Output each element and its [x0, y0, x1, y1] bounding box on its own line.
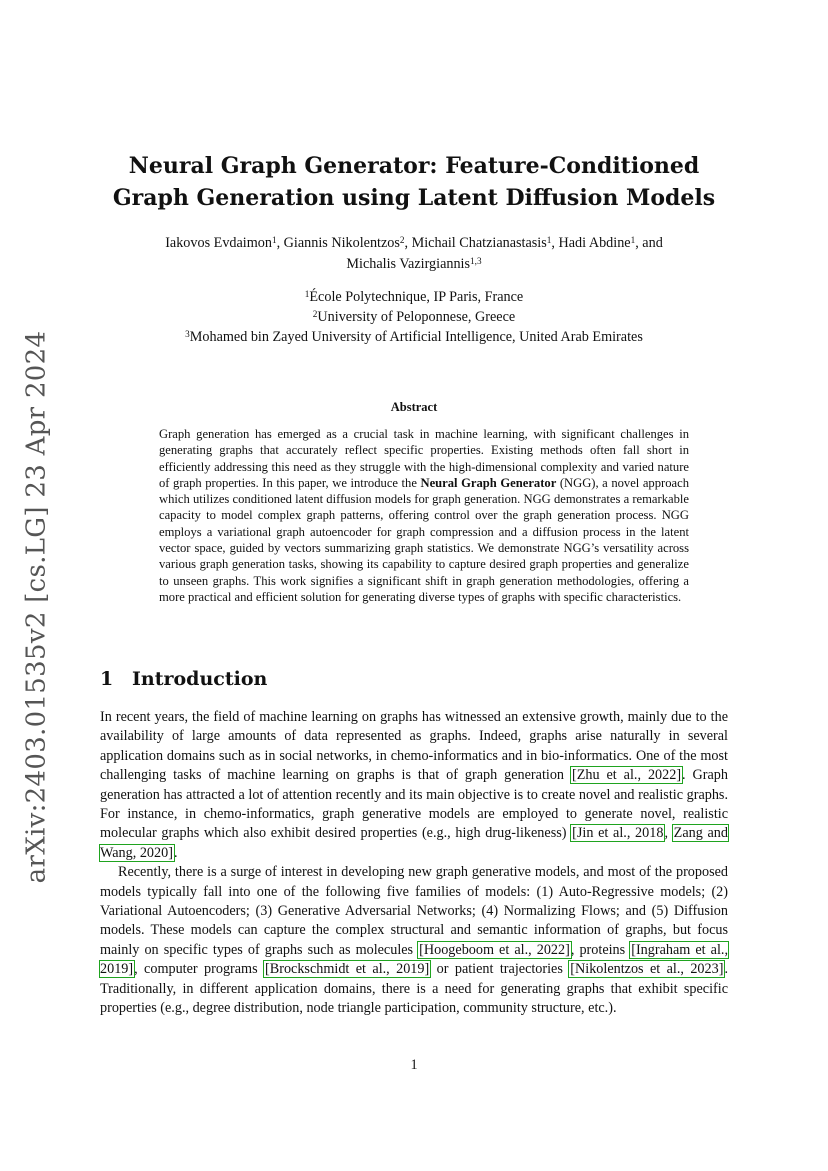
author-name: Michail Chatzianastasis: [411, 235, 547, 251]
affiliation-mark: 1: [304, 288, 310, 299]
abstract-body: [159, 426, 689, 605]
arxiv-identifier[interactable]: arXiv:2403.01535v2 [cs.LG] 23 Apr 2024: [21, 330, 52, 884]
citation-link[interactable]: Zang and Wang, 2020]: [100, 825, 728, 861]
citation-link[interactable]: [Nikolentzos et al., 2023]: [570, 961, 724, 978]
paper-title: [100, 150, 728, 214]
paragraph: [100, 708, 728, 863]
affiliation-text: University of Peloponnese, Greece: [317, 309, 516, 325]
affiliation: [100, 287, 728, 307]
paragraph-text: . Traditionally, in different application domains, there is a need for generating graphs that exhibit specific properties (e.g., degree distribution, node triangle participation, community structure, etc.).: [100, 961, 728, 1017]
paragraph-text: or patient trajectories: [430, 961, 570, 978]
abstract-heading: Abstract: [390, 400, 438, 414]
affiliation: [100, 327, 728, 347]
author-name: Hadi Abdine: [558, 235, 631, 251]
title-line-2: Graph Generation using Latent Diffusion Models: [112, 185, 716, 211]
author-name: Michalis Vazirgiannis: [346, 256, 471, 272]
page-number: 1: [410, 1057, 418, 1073]
section-title: Introduction: [132, 668, 268, 690]
paragraph: [100, 863, 728, 1018]
title-line-1: Neural Graph Generator: Feature-Conditioned: [128, 153, 700, 179]
arxiv-identifier-sidebar: [18, 330, 54, 884]
affiliation-mark: 3: [185, 328, 190, 339]
paragraph-text: In recent years, the field of machine learning on graphs has witnessed an extensive growth, mainly due to the availability of large amounts of data represented as graphs. Indeed, graphs arise naturally in several application domains such as in social networks, in chemo-informatics and in bio-informatics. One of the most challenging tasks of machine learning on graphs is that of graph generation: [100, 709, 728, 784]
author-affil-mark: 1: [546, 234, 552, 245]
abstract-text: (NGG), a novel approach which utilizes conditioned latent diffusion models for graph generation. NGG demonstrates a remarkable capacity to model complex graph patterns, offering control over the graph generation process. NGG employs a variational graph autoencoder for graph compression and a diffusion process in the latent vector space, guided by vectors summarizing graph statistics. We demonstrate NGG’s versatility across various graph generation tasks, showing its capability to capture desired graph properties and generalize to unseen graphs. This work signifies a significant shift in graph generation methodologies, offering a more practical and efficient solution for generating diverse types of graphs with specific characteristics.: [159, 475, 689, 604]
author-affil-mark: 2: [399, 234, 405, 245]
author-conjunction: , and: [635, 235, 663, 251]
affiliation-list: [100, 287, 728, 347]
paragraph-text: , proteins: [570, 941, 631, 958]
citation-link[interactable]: [Hoogeboom et al., 2022]: [419, 941, 570, 958]
paragraph-text: .: [173, 844, 178, 861]
author-name: Iakovos Evdaimon: [165, 235, 272, 251]
paragraph-text: . Graph generation has attracted a lot of attention recently and its main objective is to create novel and realistic graphs. For instance, in chemo-informatics, graph generative models are employed to generate novel, realistic molecular graphs which also exhibit desired properties (e.g., high drug-likeness): [100, 767, 728, 842]
section-heading: [100, 668, 267, 690]
author-affil-mark: 1,3: [470, 255, 482, 266]
author-affil-mark: 1: [271, 234, 277, 245]
paragraph-text: ,: [664, 825, 673, 842]
abstract-text: Graph generation has emerged as a crucial task in machine learning, with significant challenges in generating graphs that accurately reflect specific properties. Existing methods often fall short in efficiently addressing this need as they struggle with the high-dimensional complexity and varied nature of graph properties. In this paper, we introduce the: [159, 427, 689, 490]
author-name: Giannis Nikolentzos: [283, 235, 400, 251]
author-affil-mark: 1: [630, 234, 636, 245]
citation-link[interactable]: [Jin et al., 2018: [572, 825, 664, 842]
affiliation-text: École Polytechnique, IP Paris, France: [309, 289, 524, 305]
introduction-body: [100, 708, 728, 1019]
citation-link[interactable]: [Zhu et al., 2022]: [571, 767, 682, 784]
affiliation-mark: 2: [312, 308, 318, 319]
citation-link[interactable]: [Brockschmidt et al., 2019]: [265, 961, 430, 978]
paragraph-text: , computer programs: [134, 961, 265, 978]
section-number: 1: [100, 668, 114, 690]
affiliation: [100, 307, 728, 327]
citation-link[interactable]: [Ingraham et al., 2019]: [100, 941, 729, 978]
author-list: Iakovos Evdaimon$^1$, Giannis Nikolentzos$^2$, Michail Chatzianastasis$^1$, Hadi Abdine$^1$, and Michalis Vazirgiannis$^{1,3}$: [165, 234, 663, 272]
abstract-model-name: Neural Graph Generator: [420, 475, 557, 490]
paragraph-text: Recently, there is a surge of interest in developing new graph generative models, and most of the proposed models typically fall into one of the following five families of models: (1) Auto-Regressive models; (2) Variational Autoencoders; (3) Generative Adversarial Networks; (4) Normalizing Flows; and (5) Diffusion models. These models can capture the complex structural and semantic information of graphs, but focus mainly on specific types of graphs such as molecules: [100, 864, 728, 958]
affiliation-text: Mohamed bin Zayed University of Artificial Intelligence, United Arab Emirates: [189, 329, 643, 345]
